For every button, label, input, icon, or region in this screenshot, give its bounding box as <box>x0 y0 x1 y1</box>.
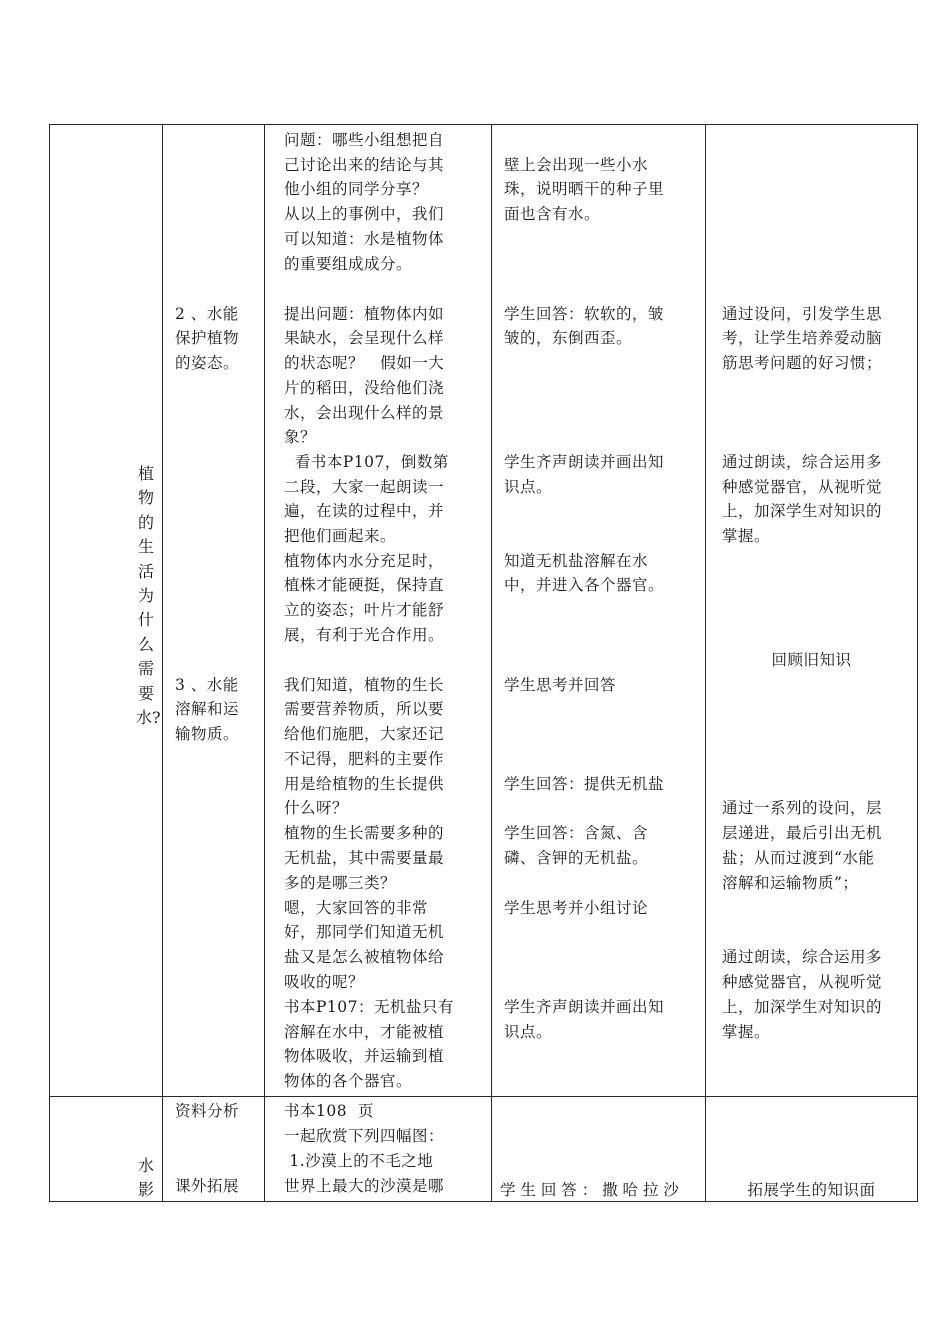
row2-student-a-line: 皱的，东倒西歪。 <box>504 329 633 347</box>
row2-topic-line: 保护植物 <box>175 329 240 347</box>
row3-teacher-line: 盐又是怎么被植物体给 <box>284 948 445 966</box>
row2-teacher-c-line: 立的姿态；叶片才能舒 <box>284 601 445 619</box>
row2-student-b-line: 识点。 <box>504 478 553 496</box>
row3-teacher-line: 不记得，肥料的主要作 <box>284 750 445 768</box>
row2-teacher-c-line: 植物体内水分充足时， <box>284 552 445 570</box>
row2-intent-b-line: 通过朗读，综合运用多 <box>722 453 883 471</box>
row3-student-d: 学生思考并小组讨论 <box>504 899 649 917</box>
row4-teacher-line: 一起欣赏下列四幅图： <box>284 1127 445 1145</box>
row2-teacher-a-line: 水，会出现什么样的景 <box>284 404 445 422</box>
row2-teacher-a-line: 的状态呢？ 假如一大 <box>284 354 445 372</box>
table-col-divider-3 <box>491 124 492 1202</box>
row2-teacher-a-line: 象？ <box>284 428 317 446</box>
row2-student-a-line: 学生回答：软软的，皱 <box>504 305 665 323</box>
row1-teacher-line: 从以上的事例中，我们 <box>284 205 445 223</box>
row2-teacher-b-line: 二段，大家一起朗读一 <box>284 478 445 496</box>
row3-teacher-line: 无机盐，其中需要量最 <box>284 849 445 867</box>
row1-student-line: 珠，说明晒干的种子里 <box>504 180 665 198</box>
row2-teacher-b-line: 遍，在读的过程中，并 <box>284 502 445 520</box>
row2-student-b-line: 学生齐声朗读并画出知 <box>504 453 665 471</box>
row1-teacher-line: 的重要组成成分。 <box>284 255 413 273</box>
row3-student-e-line: 学生齐声朗读并画出知 <box>504 998 665 1016</box>
row3-teacher-line: 植物的生长需要多种的 <box>284 824 445 842</box>
table-col-divider-2 <box>264 124 265 1202</box>
section2-title: 水影 <box>137 1156 154 1200</box>
row2-intent-b-line: 种感觉器官，从视听觉 <box>722 478 883 496</box>
row2-intent-a-line: 通过设问，引发学生思 <box>722 305 883 323</box>
row2-topic-line: 的姿态。 <box>175 354 240 372</box>
row2-intent-b-line: 上，加深学生对知识的 <box>722 502 883 520</box>
row4-teacher-line: 书本108 页 <box>284 1102 374 1120</box>
row3-intent-a-line: 通过一系列的设问，层 <box>722 799 883 817</box>
row1-student-line: 壁上会出现一些小水 <box>504 156 649 174</box>
row3-topic-line: 输物质。 <box>175 725 240 743</box>
row3-teacher-line: 物体吸收，并运输到植 <box>284 1047 445 1065</box>
table-border-right <box>917 124 918 1202</box>
row3-teacher-line: 用是给植物的生长提供 <box>284 775 445 793</box>
row3-teacher-line: 需要营养物质，所以要 <box>284 700 445 718</box>
row3-intent-b-line: 种感觉器官，从视听觉 <box>722 973 883 991</box>
row2-student-c-line: 中，并进入各个器官。 <box>504 576 665 594</box>
row3-intent-b-line: 掌握。 <box>722 1023 771 1041</box>
row3-student-c-line: 学生回答：含氮、含 <box>504 824 649 842</box>
row3-teacher-line: 好，那同学们知道无机 <box>284 923 445 941</box>
row3-teacher-line: 多的是哪三类？ <box>284 874 397 892</box>
row3-teacher-line: 嗯，大家回答的非常 <box>284 899 429 917</box>
section-title: 植物的生活为什么需要水? <box>136 464 161 728</box>
row2-student-c-line: 知道无机盐溶解在水 <box>504 552 649 570</box>
row3-student-a: 学生思考并回答 <box>504 676 617 694</box>
row1-teacher-line: 可以知道：水是植物体 <box>284 230 445 248</box>
row2-teacher-b-line: 看书本P107，倒数第 <box>284 453 449 471</box>
row2-teacher-a-line: 提出问题：植物体内如 <box>284 305 445 323</box>
row3-topic-line: 3 、水能 <box>175 676 239 694</box>
row3-student-c-line: 磷、含钾的无机盐。 <box>504 849 649 867</box>
row3-teacher-line: 吸收的呢？ <box>284 973 365 991</box>
row3-intent-a-line: 层递进，最后引出无机 <box>722 824 883 842</box>
row3-topic-line: 溶解和运 <box>175 700 240 718</box>
row1-teacher-line: 问题：哪些小组想把自 <box>284 131 445 149</box>
row2-intent-a-line: 考，让学生培养爱动脑 <box>722 329 883 347</box>
row4-teacher-line: 1.沙漠上的不毛之地 <box>284 1152 434 1170</box>
row2-intent-a-line: 筋思考问题的好习惯； <box>722 354 883 372</box>
row2-teacher-a-line: 片的稻田，没给他们浇 <box>284 379 445 397</box>
row3-teacher-line: 给他们施肥，大家还记 <box>284 725 445 743</box>
table-col-divider-1 <box>162 124 163 1202</box>
row3-intent-a-line: 盐；从而过渡到“水能 <box>722 849 875 867</box>
row2-teacher-a-line: 果缺水，会呈现什么样 <box>284 329 445 347</box>
row2-intent-b-line: 掌握。 <box>722 527 771 545</box>
row4-teacher-line: 世界上最大的沙漠是哪 <box>284 1177 445 1195</box>
row2-teacher-c-line: 植株才能硬挺，保持直 <box>284 576 445 594</box>
row3-student-e-line: 识点。 <box>504 1023 553 1041</box>
row2-teacher-c-line: 展，有利于光合作用。 <box>284 626 445 644</box>
row3-intent-a-line: 溶解和运输物质”； <box>722 874 859 892</box>
row3-intent-b-line: 上，加深学生对知识的 <box>722 998 883 1016</box>
table-row-divider <box>49 1096 918 1097</box>
row3-teacher-line: 书本P107：无机盐只有 <box>284 998 455 1016</box>
row3-student-b: 学生回答：提供无机盐 <box>504 775 665 793</box>
row4-student: 学 生 回 答 ： 撒 哈 拉 沙 <box>500 1181 679 1199</box>
row3-teacher-line: 我们知道，植物的生长 <box>284 676 445 694</box>
row1-teacher-line: 他小组的同学分享？ <box>284 180 429 198</box>
row2-teacher-b-line: 把他们画起来。 <box>284 527 397 545</box>
row2-topic-line: 2 、水能 <box>175 305 239 323</box>
row3-intent-b-line: 通过朗读，综合运用多 <box>722 948 883 966</box>
row4-topic-a: 资料分析 <box>175 1102 240 1120</box>
row1-student-line: 面也含有水。 <box>504 205 601 223</box>
table-border-top <box>49 124 918 125</box>
row4-topic-b: 课外拓展 <box>175 1177 240 1195</box>
row4-intent: 拓展学生的知识面 <box>747 1181 876 1199</box>
row3-teacher-line: 物体的各个器官。 <box>284 1072 413 1090</box>
table-border-left <box>49 124 50 1202</box>
row2-intent-c: 回顾旧知识 <box>771 651 852 669</box>
row1-teacher-line: 己讨论出来的结论与其 <box>284 156 445 174</box>
row3-teacher-line: 什么呀？ <box>284 799 349 817</box>
row3-teacher-line: 溶解在水中，才能被植 <box>284 1023 445 1041</box>
